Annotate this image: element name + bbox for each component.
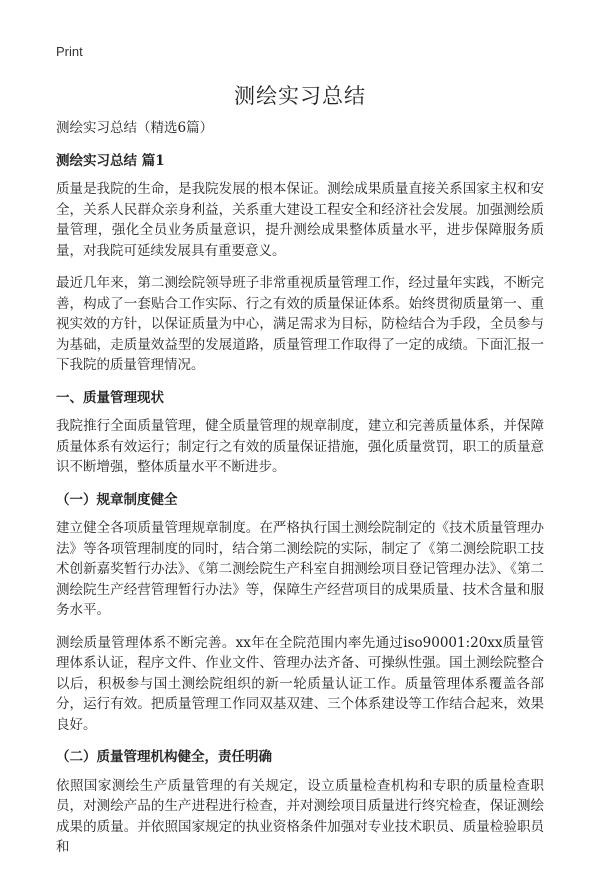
subsection-heading: （一）规章制度健全: [56, 491, 178, 508]
paragraph: 测绘质量管理体系不断完善。xx年在全院范围内率先通过iso90001:20xx质量管理体系认证，程序文件、作业文件、管理办法齐备、可操纵性强。国土测绘院整合以后，积极参与国土测绘院组织的新一轮质量认证工作。质量管理体系覆盖各部分，运行有效。把质量管理工作同双基双建、三个体系建设等工作结合起来，效果良好。: [56, 634, 544, 733]
paragraph: 最近几年来，第二测绘院领导班子非常重视质量管理工作，经过量年实践，不断完善，构成了一套贴合工作实际、行之有效的质量保证体系。始终贯彻质量第一、重视实效的方针，以保证质量为中心，满足需求为目标，防检结合为手段，全员参与为基础，走质量效益型的发展道路，质量管理工作取得了一定的成绩。下面汇报一下我院的质量管理情况。: [56, 275, 544, 373]
document-body: [56, 118, 544, 870]
document-subtitle: 测绘实习总结（精选6篇）: [56, 120, 214, 136]
print-link[interactable]: Print: [56, 44, 83, 59]
document-title: 测绘实习总结: [234, 84, 366, 108]
paragraph: 依照国家测绘生产质量管理的有关规定，设立质量检查机构和专职的质量检查职员，对测绘产品的生产进程进行检查，并对测绘项目质量进行终究检查，保证测绘成果的质量。并依照国家规定的执业资格条件加强对专业技术职员、质量检验职员和: [56, 777, 544, 855]
section-heading: 测绘实习总结 篇1: [56, 152, 165, 169]
paragraph: 建立健全各项质量管理规章制度。在严格执行国土测绘院制定的《技术质量管理办法》等各项管理制度的同时，结合第二测绘院的实际，制定了《第二测绘院职工技术创新嘉奖暂行办法》、《第二测绘院生产科室自拥测绘项目登记管理办法》、《第二测绘院生产经营管理暂行办法》等，保障生产经营项目的成果质量、技术含量和服务水平。: [56, 520, 544, 618]
section-heading: 一、质量管理现状: [56, 389, 164, 406]
subsection-heading: （二）质量管理机构健全，责任明确: [56, 749, 272, 765]
paragraph: 质量是我院的生命，是我院发展的根本保证。测绘成果质量直接关系国家主权和安全，关系人民群众亲身利益，关系重大建设工程安全和经济社会发展。加强测绘质量管理，强化全员业务质量意识，提升测绘成果整体质量水平，进步保障服务质量，对我院可延续发展具有重要意义。: [56, 181, 544, 259]
paragraph: 我院推行全面质量管理，健全质量管理的规章制度，建立和完善质量体系，并保障质量体系有效运行；制定行之有效的质量保证措施，强化质量赏罚，职工的质量意识不断增强，整体质量水平不断进步。: [56, 418, 544, 475]
